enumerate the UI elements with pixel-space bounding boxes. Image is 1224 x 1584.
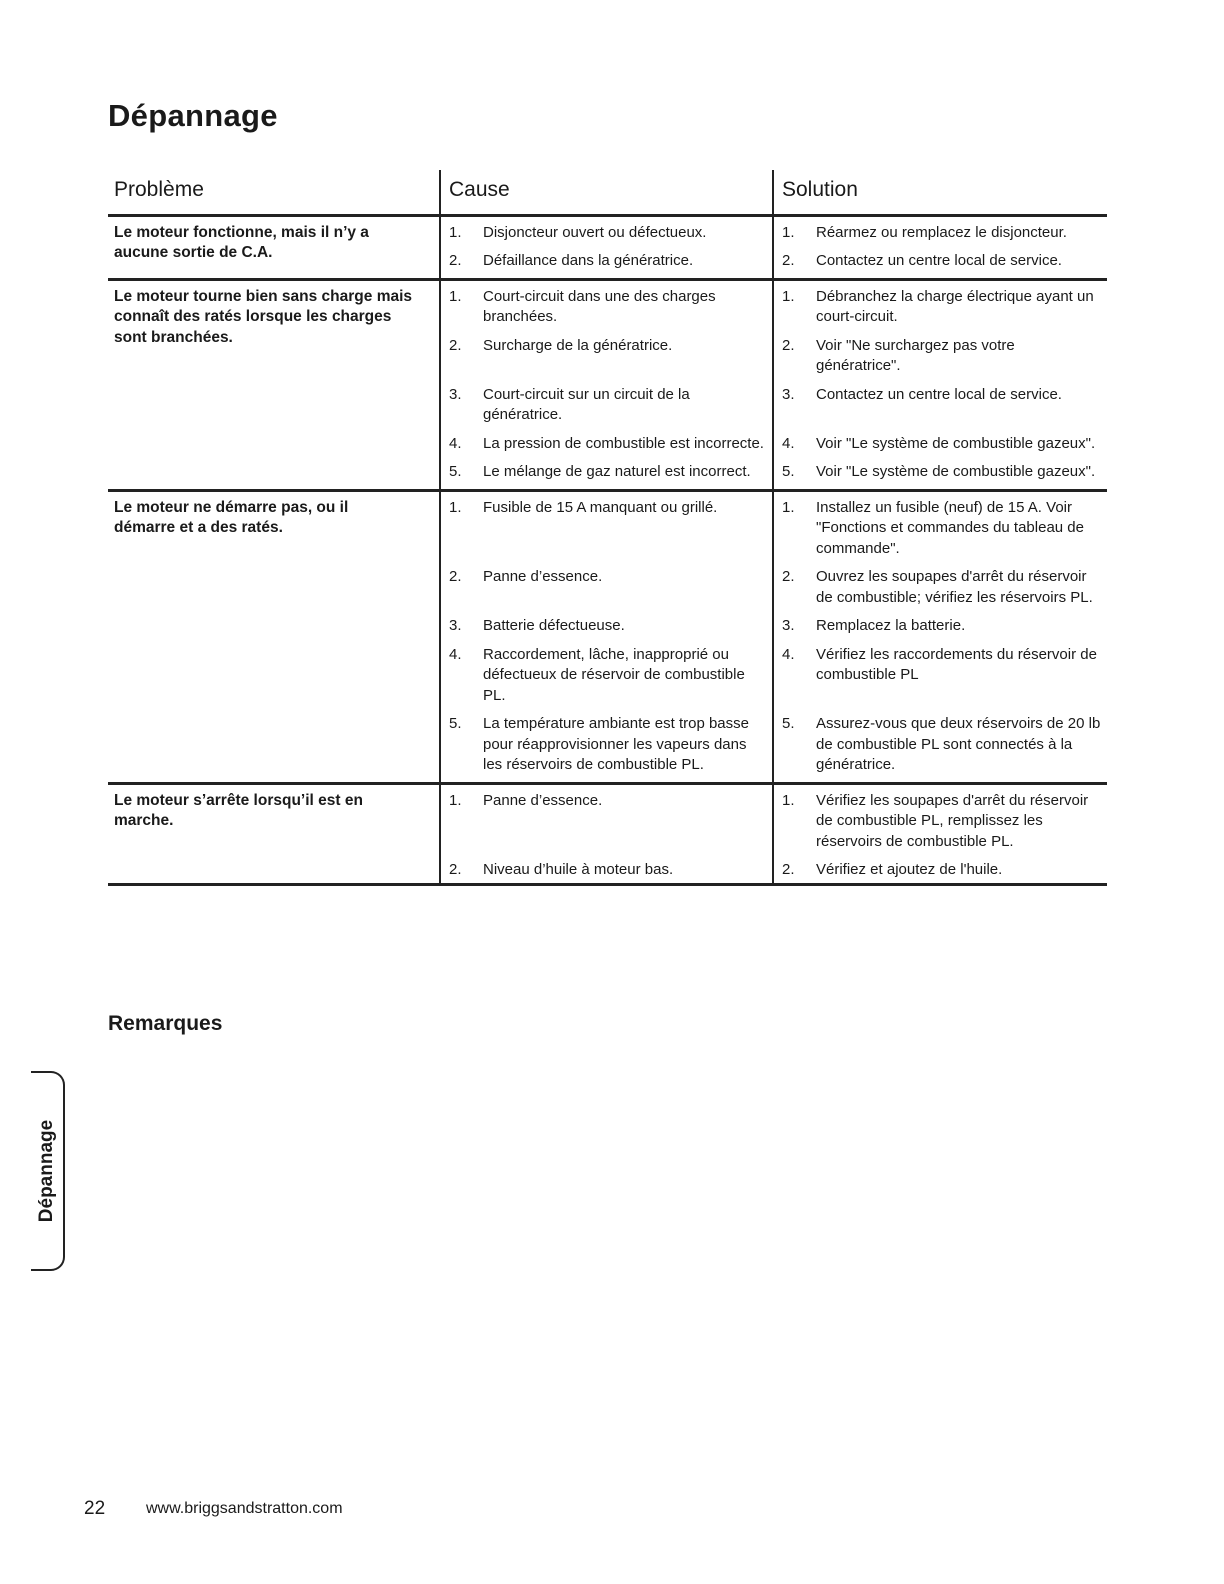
header-solution: Solution <box>773 170 1107 215</box>
item-number: 3. <box>782 617 795 634</box>
solution-item <box>774 251 1107 272</box>
solution-cell <box>773 385 1107 434</box>
item-text: Voir "Le système de combustible gazeux". <box>816 434 1096 452</box>
cause-cell <box>440 462 773 490</box>
solution-item <box>774 462 1107 483</box>
item-number: 2. <box>782 568 795 585</box>
item-number: 2. <box>449 861 462 878</box>
item-text: Panne d’essence. <box>483 568 603 585</box>
remarks-heading: Remarques <box>108 1012 223 1035</box>
solution-cell <box>773 215 1107 251</box>
item-text: Ouvrez les soupapes d'arrêt du réservoir de combustible; vérifiez les réservoirs PL. <box>816 568 1093 606</box>
header-problem: Problème <box>108 170 440 215</box>
cause-cell <box>440 279 773 336</box>
item-text: La température ambiante est trop basse pour réapprovisionner les vapeurs dans les réservoirs de combustible PL. <box>483 715 749 773</box>
item-text: Contactez un centre local de service. <box>816 252 1062 269</box>
page-title: Dépannage <box>108 98 278 133</box>
item-number: 2. <box>782 861 795 878</box>
item-text: Court-circuit dans une des charges branchées. <box>483 287 716 325</box>
side-section-tab <box>31 1071 65 1271</box>
item-number: 1. <box>782 498 795 516</box>
solution-item <box>774 223 1107 252</box>
table-row <box>108 215 1107 251</box>
cause-item <box>441 616 772 645</box>
item-number: 1. <box>449 287 462 305</box>
solution-item <box>774 434 1107 463</box>
cause-item <box>441 251 772 272</box>
solution-cell <box>773 490 1107 567</box>
footer-url: www.briggsandstratton.com <box>146 1500 343 1517</box>
cause-item <box>441 434 772 463</box>
item-text: Panne d’essence. <box>483 791 603 809</box>
header-cause: Cause <box>440 170 773 215</box>
solution-cell <box>773 279 1107 336</box>
cause-cell <box>440 567 773 616</box>
cause-item <box>441 336 772 365</box>
item-text: Vérifiez les soupapes d'arrêt du réservoir de combustible PL, remplissez les réservoirs de combustible PL. <box>816 791 1089 850</box>
item-number: 4. <box>782 645 795 663</box>
item-text: Voir "Le système de combustible gazeux". <box>816 463 1096 480</box>
solution-cell <box>773 434 1107 463</box>
table-row <box>108 279 1107 336</box>
solution-cell <box>773 251 1107 279</box>
item-number: 1. <box>449 498 462 516</box>
table-row <box>108 490 1107 567</box>
item-text: Fusible de 15 A manquant ou grillé. <box>483 498 718 516</box>
solution-cell <box>773 714 1107 783</box>
item-number: 2. <box>782 336 795 354</box>
table-body <box>108 215 1107 884</box>
item-text: Contactez un centre local de service. <box>816 385 1062 403</box>
item-text: La pression de combustible est incorrecte. <box>483 434 764 452</box>
table-row <box>108 783 1107 860</box>
cause-item <box>441 223 772 252</box>
solution-item <box>774 791 1107 861</box>
item-text: Raccordement, lâche, inapproprié ou défectueux de réservoir de combustible PL. <box>483 645 745 704</box>
solution-item <box>774 860 1107 881</box>
item-number: 2. <box>782 252 795 269</box>
problem-cell: Le moteur fonctionne, mais il n’y a aucune sortie de C.A. <box>108 215 440 279</box>
cause-item <box>441 287 772 336</box>
solution-cell <box>773 783 1107 860</box>
item-number: 3. <box>449 617 462 634</box>
item-text: Réarmez ou remplacez le disjoncteur. <box>816 223 1067 241</box>
cause-cell <box>440 215 773 251</box>
cause-cell <box>440 385 773 434</box>
item-text: Débranchez la charge électrique ayant un court-circuit. <box>816 287 1094 325</box>
item-text: Le mélange de gaz naturel est incorrect. <box>483 463 751 480</box>
problem-cell: Le moteur ne démarre pas, ou il démarre et a des ratés. <box>108 490 440 783</box>
cause-item <box>441 645 772 715</box>
item-number: 4. <box>449 645 462 663</box>
solution-item <box>774 287 1107 336</box>
cause-cell <box>440 714 773 783</box>
cause-cell <box>440 645 773 715</box>
cause-cell <box>440 251 773 279</box>
cause-item <box>441 498 772 527</box>
page-number: 22 <box>84 1498 106 1519</box>
item-number: 4. <box>782 434 795 452</box>
item-number: 2. <box>449 336 462 354</box>
item-text: Vérifiez et ajoutez de l'huile. <box>816 861 1003 878</box>
troubleshooting-table <box>108 170 1107 886</box>
item-number: 3. <box>782 385 795 403</box>
item-number: 3. <box>449 385 462 403</box>
item-number: 1. <box>782 791 795 809</box>
solution-cell <box>773 336 1107 385</box>
cause-cell <box>440 434 773 463</box>
cause-item <box>441 385 772 434</box>
item-text: Assurez-vous que deux réservoirs de 20 lb de combustible PL sont connectés à la génératrice. <box>816 715 1101 773</box>
problem-cell: Le moteur s’arrête lorsqu’il est en marche. <box>108 783 440 884</box>
item-number: 1. <box>782 287 795 305</box>
solution-cell <box>773 645 1107 715</box>
item-number: 5. <box>782 463 795 480</box>
cause-item <box>441 860 772 881</box>
table-header-row <box>108 170 1107 215</box>
item-text: Défaillance dans la génératrice. <box>483 252 694 269</box>
cause-cell <box>440 616 773 645</box>
cause-item <box>441 462 772 483</box>
item-text: Batterie défectueuse. <box>483 617 625 634</box>
item-number: 5. <box>449 715 462 732</box>
item-text: Vérifiez les raccordements du réservoir de combustible PL <box>816 645 1097 683</box>
cause-cell <box>440 490 773 567</box>
solution-cell <box>773 567 1107 616</box>
item-number: 1. <box>782 223 795 241</box>
item-number: 5. <box>449 463 462 480</box>
side-tab-label: Dépannage <box>36 1119 57 1223</box>
item-number: 4. <box>449 434 462 452</box>
cause-item <box>441 714 772 776</box>
cause-cell <box>440 860 773 884</box>
solution-cell <box>773 616 1107 645</box>
solution-item <box>774 498 1107 568</box>
item-text: Niveau d’huile à moteur bas. <box>483 861 674 878</box>
item-number: 1. <box>449 223 462 241</box>
solution-item <box>774 714 1107 776</box>
item-text: Disjoncteur ouvert ou défectueux. <box>483 223 707 241</box>
item-text: Voir "Ne surchargez pas votre génératrice". <box>816 336 1015 374</box>
item-number: 5. <box>782 715 795 732</box>
solution-cell <box>773 860 1107 884</box>
solution-item <box>774 385 1107 414</box>
solution-item <box>774 645 1107 694</box>
cause-item <box>441 567 772 596</box>
cause-cell <box>440 783 773 860</box>
item-number: 2. <box>449 568 462 585</box>
item-number: 1. <box>449 791 462 809</box>
item-text: Surcharge de la génératrice. <box>483 336 673 354</box>
item-number: 2. <box>449 252 462 269</box>
solution-cell <box>773 462 1107 490</box>
solution-item <box>774 336 1107 385</box>
item-text: Remplacez la batterie. <box>816 617 966 634</box>
solution-item <box>774 616 1107 645</box>
cause-cell <box>440 336 773 385</box>
solution-item <box>774 567 1107 616</box>
cause-item <box>441 791 772 820</box>
item-text: Installez un fusible (neuf) de 15 A. Voir "Fonctions et commandes du tableau de commande". <box>816 498 1084 557</box>
problem-cell: Le moteur tourne bien sans charge mais connaît des ratés lorsque les charges sont branchées. <box>108 279 440 490</box>
item-text: Court-circuit sur un circuit de la génératrice. <box>483 385 690 423</box>
